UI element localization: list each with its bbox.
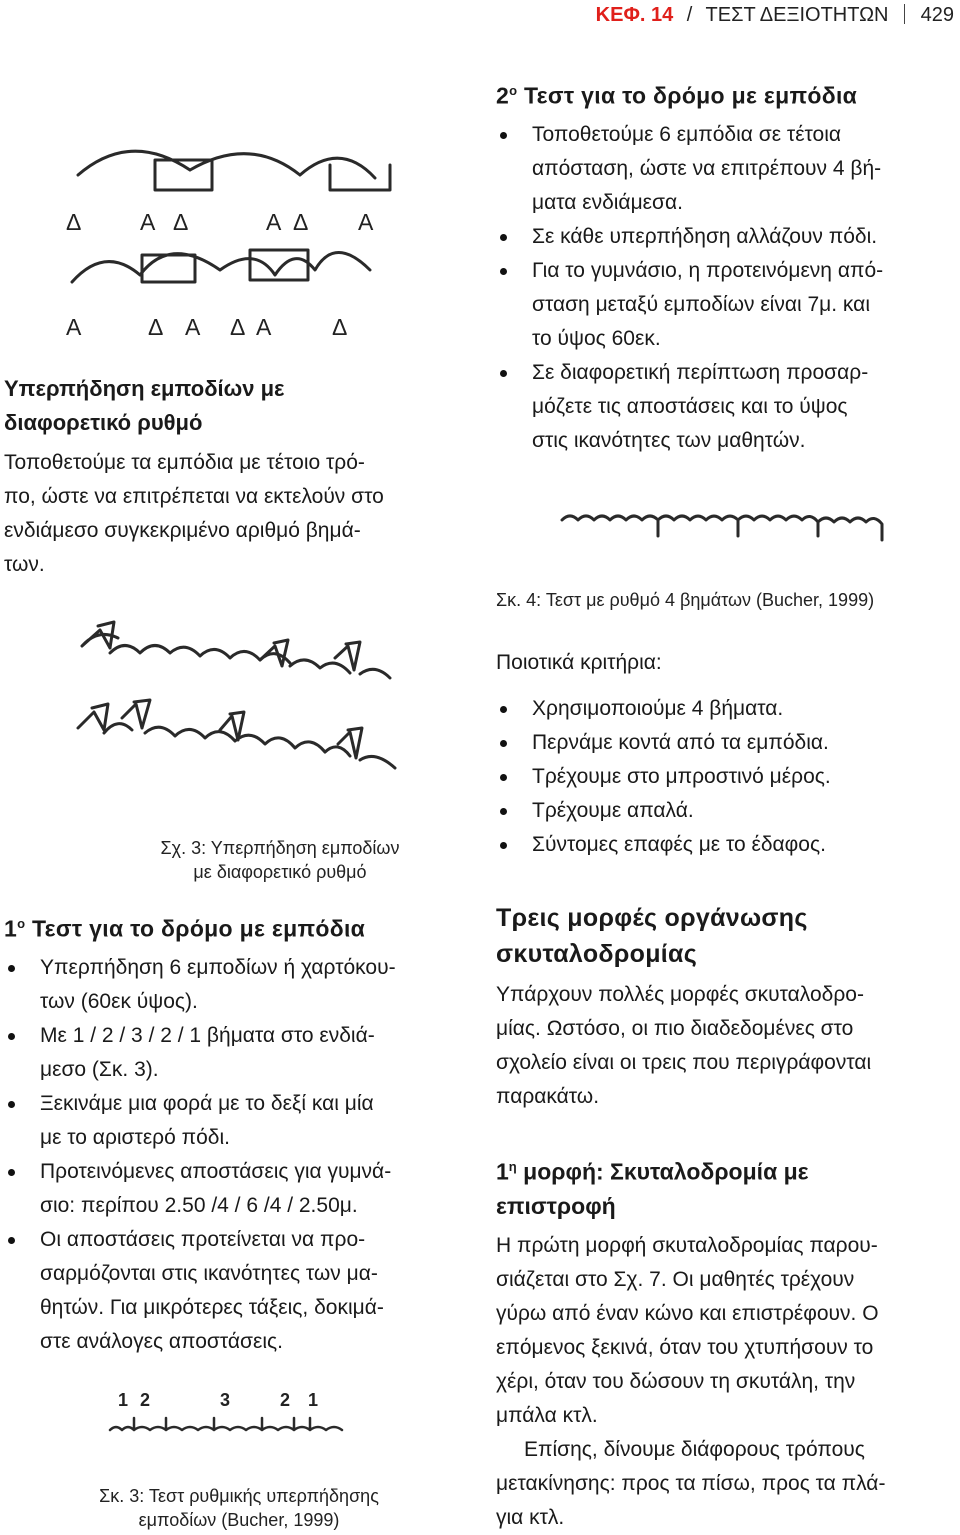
relay-title-line2: σκυταλοδρομίας [496, 940, 698, 968]
rhythm-text-line: ενδιάμεσο συγκεκριμένο αριθμό βημά- [4, 519, 361, 542]
header-slash: / [686, 4, 693, 26]
diagram-letter: Δ [66, 209, 82, 235]
four-step-sketch [560, 500, 900, 550]
rhythm-text-line: πο, ώστε να επιτρέπεται να εκτελούν στο [4, 485, 384, 508]
caption-line: με διαφορετικό ρυθμό [193, 862, 367, 882]
diagram-letter: Δ [148, 314, 164, 340]
quality-section [496, 646, 958, 862]
diagram-letter: Δ [293, 209, 309, 235]
test1-bullet: Οι αποστάσεις προτείνεται να προ- σαρμόζονται στις ικανότητες των μα- θητών. Για μικρότερες τάξεις, δοκιμά- στε ανάλογες αποστάσεις. [4, 1223, 466, 1359]
step-number: 1 [118, 1390, 129, 1410]
test2-section [496, 73, 958, 458]
page-number: 429 [920, 4, 954, 26]
form1-text-line: γύρω από έναν κώνο και επιστρέφουν. Ο [496, 1301, 879, 1325]
rhythm-title-line1: Υπερπήδηση εμποδίων με [4, 376, 285, 401]
form1-title [496, 1150, 958, 1189]
relay-text-line: σχολείο είναι οι τρεις που περιγράφονται [496, 1051, 872, 1074]
form1-text-line: χέρι, όταν του δώσουν τη σκυτάλη, την [496, 1369, 856, 1393]
rhythm-text-line: Τοποθετούμε τα εμπόδια με τέτοιο τρό- [4, 451, 365, 474]
form1-text-line: για κτλ. [496, 1505, 565, 1529]
quality-title: Ποιοτικά κριτήρια: [496, 651, 662, 674]
rhythm-title-line2: διαφορετικό ρυθμό [4, 410, 203, 435]
form1-text-line: Η πρώτη μορφή σκυταλοδρομίας παρου- [496, 1233, 878, 1257]
diagram-letter: Δ [230, 314, 246, 340]
form1-section [496, 1150, 958, 1535]
sk3-caption [64, 1484, 414, 1532]
test2-bullet: Σε κάθε υπερπήδηση αλλάζουν πόδι. [496, 220, 958, 254]
hurdle-sketch-fig3 [70, 608, 410, 808]
quality-bullet: Τρέχουμε απαλά. [496, 794, 958, 828]
diagram-letter: Δ [173, 209, 189, 235]
relay-text-line: μίας. Ωστόσο, οι πιο διαδεδομένες στο [496, 1017, 854, 1040]
quality-bullet: Περνάμε κοντά από τα εμπόδια. [496, 726, 958, 760]
test1-bullet: Υπερπήδηση 6 εμποδίων ή χαρτόκου- των (60εκ ύψος). [4, 951, 466, 1019]
test2-title [496, 73, 958, 114]
test1-sup: ο [17, 916, 26, 931]
test2-title-text: Τεστ για το δρόμο με εμπόδια [517, 82, 858, 109]
step-number: 2 [140, 1390, 151, 1410]
relay-text-line: Υπάρχουν πολλές μορφές σκυταλοδρο- [496, 983, 864, 1006]
step-number: 1 [308, 1390, 319, 1410]
relay-text-line: παρακάτω. [496, 1085, 600, 1108]
test1-title [4, 906, 466, 947]
hurdle-rhythm-diagram [60, 130, 390, 345]
section-label: ΤΕΣΤ ΔΕΞΙΟΤΗΤΩΝ [705, 4, 889, 26]
step-number: 2 [280, 1390, 291, 1410]
diagram-letter: Α [266, 209, 282, 235]
quality-bullet: Τρέχουμε στο μπροστινό μέρος. [496, 760, 958, 794]
test2-bullet: Σε διαφορετική περίπτωση προσαρ- μόζετε τις αποστάσεις και το ύψος στις ικανότητες των μαθητών. [496, 356, 958, 458]
page-header [596, 4, 954, 27]
diagram-letter: Α [66, 314, 82, 340]
form1-text-line: επόμενος ξεκινά, όταν του χτυπήσουν το [496, 1335, 874, 1359]
diagram-letter: Δ [332, 314, 348, 340]
form1-sup: η [508, 1159, 517, 1174]
fig3-caption [110, 836, 450, 884]
header-divider [904, 4, 905, 24]
diagram-letter: Α [358, 209, 374, 235]
form1-title-text: μορφή: Σκυταλοδρομία με [516, 1158, 809, 1185]
test2-bullet: Τοποθετούμε 6 εμπόδια σε τέτοια απόσταση, ώστε να επιτρέπουν 4 βή- ματα ενδιάμεσα. [496, 118, 958, 220]
caption-line: εμποδίων (Bucher, 1999) [138, 1510, 340, 1530]
relay-section [496, 900, 958, 1114]
test1-number: 1 [4, 915, 18, 942]
rhythm-section [4, 372, 466, 582]
rhythm-text-line: των. [4, 553, 45, 576]
diagram-letter: Α [256, 314, 272, 340]
sk4-caption: Σκ. 4: Τεστ με ρυθμό 4 βημάτων (Bucher, 1999) [496, 590, 875, 610]
rhythm-hurdle-sketch [108, 1388, 348, 1448]
form1-title-line2: επιστροφή [496, 1192, 616, 1219]
form1-text-line: μπάλα κτλ. [496, 1403, 598, 1427]
test1-title-text: Τεστ για το δρόμο με εμπόδια [25, 915, 366, 942]
diagram-letter: Α [140, 209, 156, 235]
test2-bullet: Για το γυμνάσιο, η προτεινόμενη από- σταση μεταξύ εμποδίων είναι 7μ. και το ύψος 60εκ. [496, 254, 958, 356]
caption-line: Σκ. 3: Τεστ ρυθμικής υπερπήδησης [99, 1486, 379, 1506]
step-number: 3 [220, 1390, 231, 1410]
form1-number: 1 [496, 1158, 509, 1185]
diagram-letter: Α [185, 314, 201, 340]
chapter-label: ΚΕΦ. 14 [595, 4, 674, 26]
quality-bullet: Σύντομες επαφές με το έδαφος. [496, 828, 958, 862]
form1-text-line: Επίσης, δίνουμε διάφορους τρόπους [524, 1437, 865, 1461]
test1-bullet: Ξεκινάμε μια φορά με το δεξί και μία με το αριστερό πόδι. [4, 1087, 466, 1155]
form1-text-line: μετακίνησης: προς τα πίσω, προς τα πλά- [496, 1471, 886, 1495]
caption-line: Σχ. 3: Υπερπήδηση εμποδίων [160, 838, 400, 858]
test2-number: 2 [496, 82, 510, 109]
relay-title-line1: Τρεις μορφές οργάνωσης [496, 904, 808, 932]
test1-bullet: Προτεινόμενες αποστάσεις για γυμνά- σιο: περίπου 2.50 /4 / 6 /4 / 2.50μ. [4, 1155, 466, 1223]
test2-sup: ο [509, 83, 518, 98]
test1-section [4, 906, 466, 1359]
form1-text-line: σιάζεται στο Σχ. 7. Οι μαθητές τρέχουν [496, 1267, 855, 1291]
test1-bullet: Με 1 / 2 / 3 / 2 / 1 βήματα στο ενδιά- μεσο (Σκ. 3). [4, 1019, 466, 1087]
quality-bullet: Χρησιμοποιούμε 4 βήματα. [496, 692, 958, 726]
